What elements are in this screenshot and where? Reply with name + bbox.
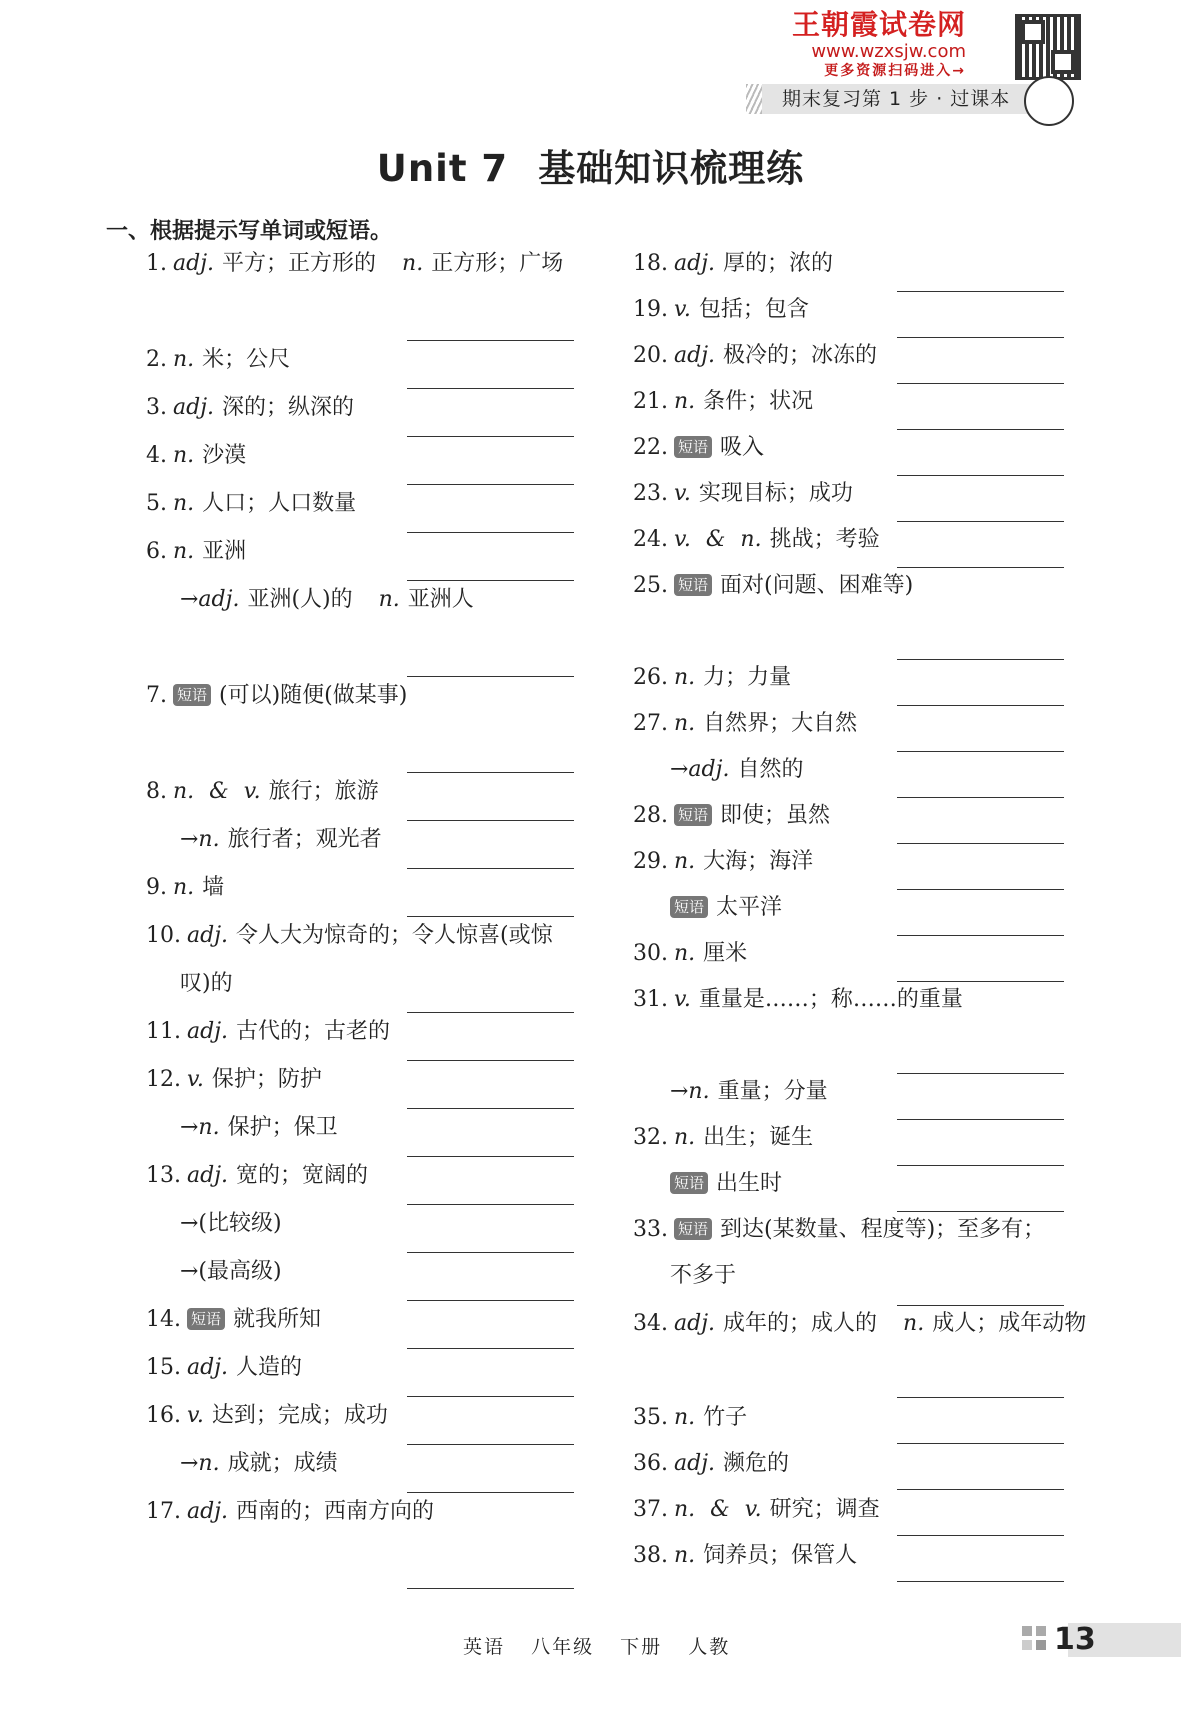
- item-number: 11.: [146, 1019, 181, 1044]
- answer-blank[interactable]: [407, 820, 574, 821]
- answer-blank[interactable]: [897, 521, 1064, 522]
- item-number: 8.: [146, 779, 167, 804]
- answer-blank[interactable]: [897, 1119, 1064, 1120]
- item-number: 20.: [633, 343, 668, 368]
- answer-blank[interactable]: [897, 843, 1064, 844]
- vocab-item: →n. 保护；保卫: [180, 1115, 338, 1140]
- item-number: 21.: [633, 389, 668, 414]
- vocab-item: 短语 太平洋: [670, 893, 782, 923]
- answer-blank[interactable]: [407, 1396, 574, 1397]
- item-number: 16.: [146, 1403, 181, 1428]
- answer-blank[interactable]: [897, 705, 1064, 706]
- part-of-speech: n.: [173, 539, 195, 564]
- part-of-speech: &: [710, 1497, 730, 1522]
- vocab-item: 18. adj. 厚的；浓的: [633, 251, 834, 276]
- vocab-item: 6. n. 亚洲: [146, 539, 247, 564]
- brand-name: 王朝霞试卷网: [791, 8, 966, 41]
- part-of-speech: adj.: [187, 1355, 229, 1380]
- item-number: 23.: [633, 481, 668, 506]
- vocab-item: 32. n. 出生；诞生: [633, 1125, 814, 1150]
- part-of-speech: v.: [674, 481, 691, 506]
- page-deco-icon: [1022, 1626, 1046, 1654]
- part-of-speech: n.: [740, 527, 762, 552]
- answer-blank[interactable]: [897, 383, 1064, 384]
- part-of-speech: →n.: [180, 1451, 220, 1476]
- item-number: 6.: [146, 539, 167, 564]
- vocab-item: 31. v. 重量是……；称……的重量: [633, 987, 963, 1012]
- answer-blank[interactable]: [897, 1211, 1064, 1212]
- part-of-speech: v.: [187, 1403, 204, 1428]
- part-of-speech: n.: [674, 1405, 696, 1430]
- vocab-item: 38. n. 饲养员；保管人: [633, 1543, 858, 1568]
- item-number: 24.: [633, 527, 668, 552]
- part-of-speech: adj.: [187, 1019, 229, 1044]
- vocab-item: 29. n. 大海；海洋: [633, 849, 814, 874]
- item-number: 31.: [633, 987, 668, 1012]
- item-number: 14.: [146, 1307, 181, 1332]
- item-number: 9.: [146, 875, 167, 900]
- part-of-speech: v.: [674, 527, 691, 552]
- part-of-speech: v.: [744, 1497, 762, 1522]
- part-of-speech: v.: [674, 297, 691, 322]
- answer-blank[interactable]: [407, 1204, 574, 1205]
- vocab-item: 30. n. 厘米: [633, 941, 748, 966]
- answer-blank[interactable]: [897, 797, 1064, 798]
- answer-blank[interactable]: [407, 676, 574, 677]
- vocab-item: 25. 短语 面对(问题、困难等): [633, 573, 914, 598]
- answer-blank[interactable]: [897, 1305, 1064, 1306]
- item-number: 7.: [146, 683, 167, 708]
- answer-blank[interactable]: [897, 1397, 1064, 1398]
- part-of-speech: n.: [674, 389, 696, 414]
- item-number: 26.: [633, 665, 668, 690]
- part-of-speech: n.: [173, 875, 195, 900]
- answer-blank[interactable]: [897, 1535, 1064, 1536]
- footer-edition: 人教: [688, 1636, 731, 1658]
- phrase-tag: 短语: [674, 804, 712, 826]
- answer-blank[interactable]: [897, 1073, 1064, 1074]
- vocab-item: 12. v. 保护；防护: [146, 1067, 322, 1092]
- vocab-item: 1. adj. 平方；正方形的 n. 正方形；广场: [146, 251, 564, 276]
- part-of-speech: n.: [674, 1125, 696, 1150]
- vocab-item: 36. adj. 濒危的: [633, 1451, 790, 1476]
- item-number: 22.: [633, 435, 668, 460]
- brand-scan-hint: 更多资源扫码进入→: [824, 63, 966, 79]
- answer-blank[interactable]: [407, 772, 574, 773]
- part-of-speech: →adj.: [670, 757, 730, 782]
- answer-blank[interactable]: [407, 1348, 574, 1349]
- phrase-tag: 短语: [670, 896, 708, 918]
- part-of-speech: adj.: [173, 395, 215, 420]
- answer-blank[interactable]: [897, 981, 1064, 982]
- title-subtitle: 基础知识梳理练: [538, 147, 805, 190]
- answer-blank[interactable]: [407, 436, 574, 437]
- answer-blank[interactable]: [897, 659, 1064, 660]
- answer-blank[interactable]: [407, 1060, 574, 1061]
- brand-block: [792, 8, 966, 80]
- item-number: 15.: [146, 1355, 181, 1380]
- vocab-item: 10. adj. 令人大为惊奇的；令人惊喜(或惊: [146, 923, 553, 948]
- item-number: 34.: [633, 1311, 668, 1336]
- item-number: 13.: [146, 1163, 181, 1188]
- answer-blank[interactable]: [897, 429, 1064, 430]
- phrase-tag: 短语: [173, 684, 211, 706]
- part-of-speech: adj.: [187, 1499, 229, 1524]
- answer-blank[interactable]: [897, 889, 1064, 890]
- part-of-speech: →n.: [670, 1079, 710, 1104]
- brand-seal-icon: [1024, 76, 1074, 126]
- answer-blank[interactable]: [897, 567, 1064, 568]
- vocab-item: 叹)的: [180, 971, 233, 996]
- item-number: 28.: [633, 803, 668, 828]
- phrase-tag: 短语: [670, 1172, 708, 1194]
- item-number: 33.: [633, 1217, 668, 1242]
- vocab-item: 8. n. & v. 旅行；旅游: [146, 779, 379, 804]
- vocab-item: 20. adj. 极冷的；冰冻的: [633, 343, 878, 368]
- vocab-item: 14. 短语 就我所知: [146, 1307, 322, 1332]
- answer-blank[interactable]: [407, 1252, 574, 1253]
- answer-blank[interactable]: [407, 484, 574, 485]
- item-number: 5.: [146, 491, 167, 516]
- answer-blank[interactable]: [407, 1012, 574, 1013]
- vocab-item: 13. adj. 宽的；宽阔的: [146, 1163, 369, 1188]
- vocab-item: 5. n. 人口；人口数量: [146, 491, 357, 516]
- part-of-speech: adj.: [173, 251, 215, 276]
- vocab-item: →(比较级): [180, 1211, 282, 1236]
- answer-blank[interactable]: [897, 291, 1064, 292]
- part-of-speech: &: [209, 779, 229, 804]
- footer-volume: 下册: [620, 1636, 663, 1658]
- vocab-item: 37. n. & v. 研究；调查: [633, 1497, 880, 1522]
- part-of-speech: n.: [173, 491, 195, 516]
- part-of-speech: n.: [903, 1311, 925, 1336]
- section-title: 一、根据提示写单词或短语。: [106, 219, 393, 244]
- item-number: 36.: [633, 1451, 668, 1476]
- part-of-speech: adj.: [674, 251, 716, 276]
- vocab-item: →n. 重量；分量: [670, 1079, 828, 1104]
- vocab-item: 3. adj. 深的；纵深的: [146, 395, 355, 420]
- phrase-tag: 短语: [674, 1218, 712, 1240]
- vocab-item: 26. n. 力；力量: [633, 665, 792, 690]
- page-title: [0, 138, 1181, 192]
- item-number: 18.: [633, 251, 668, 276]
- phrase-tag: 短语: [187, 1308, 225, 1330]
- vocab-item: 23. v. 实现目标；成功: [633, 481, 853, 506]
- item-number: 38.: [633, 1543, 668, 1568]
- item-number: 1.: [146, 251, 167, 276]
- item-number: 10.: [146, 923, 181, 948]
- vocab-item: 19. v. 包括；包含: [633, 297, 809, 322]
- item-number: 17.: [146, 1499, 181, 1524]
- answer-blank[interactable]: [897, 1489, 1064, 1490]
- answer-blank[interactable]: [407, 388, 574, 389]
- footer-info: [463, 1632, 748, 1659]
- vocab-item: 24. v. & n. 挑战；考验: [633, 527, 880, 552]
- part-of-speech: adj.: [187, 923, 229, 948]
- item-number: 2.: [146, 347, 167, 372]
- answer-blank[interactable]: [407, 1300, 574, 1301]
- part-of-speech: n.: [674, 1543, 696, 1568]
- part-of-speech: adj.: [187, 1163, 229, 1188]
- answer-blank[interactable]: [897, 337, 1064, 338]
- unit-label: Unit 7: [376, 147, 509, 190]
- vocab-item: 16. v. 达到；完成；成功: [146, 1403, 388, 1428]
- part-of-speech: v.: [187, 1067, 204, 1092]
- vocab-item: 17. adj. 西南的；西南方向的: [146, 1499, 435, 1524]
- part-of-speech: n.: [674, 941, 696, 966]
- part-of-speech: v.: [243, 779, 261, 804]
- part-of-speech: n.: [674, 1497, 696, 1522]
- item-number: 27.: [633, 711, 668, 736]
- phrase-tag: 短语: [674, 574, 712, 596]
- brand-url[interactable]: www.wzxsjw.com: [811, 41, 966, 62]
- vocab-item: 28. 短语 即使；虽然: [633, 803, 831, 828]
- answer-blank[interactable]: [407, 916, 574, 917]
- answer-blank[interactable]: [897, 475, 1064, 476]
- vocab-item: 15. adj. 人造的: [146, 1355, 303, 1380]
- part-of-speech: n.: [173, 443, 195, 468]
- part-of-speech: &: [705, 527, 726, 552]
- answer-blank[interactable]: [897, 935, 1064, 936]
- part-of-speech: →adj.: [180, 587, 240, 612]
- vocab-item: →n. 成就；成绩: [180, 1451, 338, 1476]
- answer-blank[interactable]: [897, 751, 1064, 752]
- item-number: 25.: [633, 573, 668, 598]
- vocab-item: 4. n. 沙漠: [146, 443, 247, 468]
- answer-blank[interactable]: [407, 1156, 574, 1157]
- answer-blank[interactable]: [407, 340, 574, 341]
- part-of-speech: n.: [674, 665, 696, 690]
- item-number: 37.: [633, 1497, 668, 1522]
- item-number: 30.: [633, 941, 668, 966]
- answer-blank[interactable]: [407, 1108, 574, 1109]
- vocab-item: 34. adj. 成年的；成人的 n. 成人；成年动物: [633, 1311, 1087, 1336]
- item-number: 32.: [633, 1125, 668, 1150]
- answer-blank[interactable]: [407, 580, 574, 581]
- page-number: 13: [1054, 1622, 1096, 1657]
- item-number: 4.: [146, 443, 167, 468]
- part-of-speech: n.: [674, 849, 696, 874]
- part-of-speech: n.: [173, 779, 195, 804]
- vocab-item: 不多于: [670, 1263, 737, 1288]
- answer-blank[interactable]: [407, 532, 574, 533]
- answer-blank[interactable]: [407, 868, 574, 869]
- item-number: 35.: [633, 1405, 668, 1430]
- item-number: 12.: [146, 1067, 181, 1092]
- vocab-item: 27. n. 自然界；大自然: [633, 711, 858, 736]
- vocab-item: 9. n. 墙: [146, 875, 225, 900]
- item-number: 29.: [633, 849, 668, 874]
- part-of-speech: adj.: [674, 1311, 716, 1336]
- item-number: 19.: [633, 297, 668, 322]
- vocab-item: 11. adj. 古代的；古老的: [146, 1019, 391, 1044]
- vocab-item: →n. 旅行者；观光者: [180, 827, 382, 852]
- answer-blank[interactable]: [897, 1581, 1064, 1582]
- part-of-speech: adj.: [674, 1451, 716, 1476]
- step-label: 期末复习第 1 步 · 过课本: [782, 88, 1011, 110]
- footer-subject: 英语: [463, 1636, 506, 1658]
- vocab-item: →adj. 亚洲(人)的 n. 亚洲人: [180, 587, 474, 612]
- vocab-item: →(最高级): [180, 1259, 282, 1284]
- part-of-speech: →n.: [180, 827, 220, 852]
- answer-blank[interactable]: [897, 1443, 1064, 1444]
- part-of-speech: n.: [378, 587, 400, 612]
- phrase-tag: 短语: [674, 436, 712, 458]
- vocab-item: 2. n. 米；公尺: [146, 347, 291, 372]
- vocab-item: 33. 短语 到达(某数量、程度等)；至多有；: [633, 1217, 1046, 1242]
- item-number: 3.: [146, 395, 167, 420]
- part-of-speech: adj.: [674, 343, 716, 368]
- vocab-item: 7. 短语 (可以)随便(做某事): [146, 683, 408, 708]
- vocab-item: 22. 短语 吸入: [633, 435, 765, 460]
- part-of-speech: →n.: [180, 1115, 220, 1140]
- part-of-speech: n.: [402, 251, 424, 276]
- vocab-item: 21. n. 条件；状况: [633, 389, 814, 414]
- answer-blank[interactable]: [407, 1444, 574, 1445]
- footer-grade: 八年级: [531, 1636, 595, 1658]
- part-of-speech: n.: [173, 347, 195, 372]
- part-of-speech: v.: [674, 987, 691, 1012]
- answer-blank[interactable]: [897, 1165, 1064, 1166]
- part-of-speech: n.: [674, 711, 696, 736]
- answer-blank[interactable]: [407, 1588, 574, 1589]
- answer-blank[interactable]: [407, 1492, 574, 1493]
- qr-code-icon[interactable]: [1015, 14, 1081, 80]
- vocab-item: →adj. 自然的: [670, 757, 804, 782]
- vocab-item: 短语 出生时: [670, 1169, 782, 1199]
- vocab-item: 35. n. 竹子: [633, 1405, 748, 1430]
